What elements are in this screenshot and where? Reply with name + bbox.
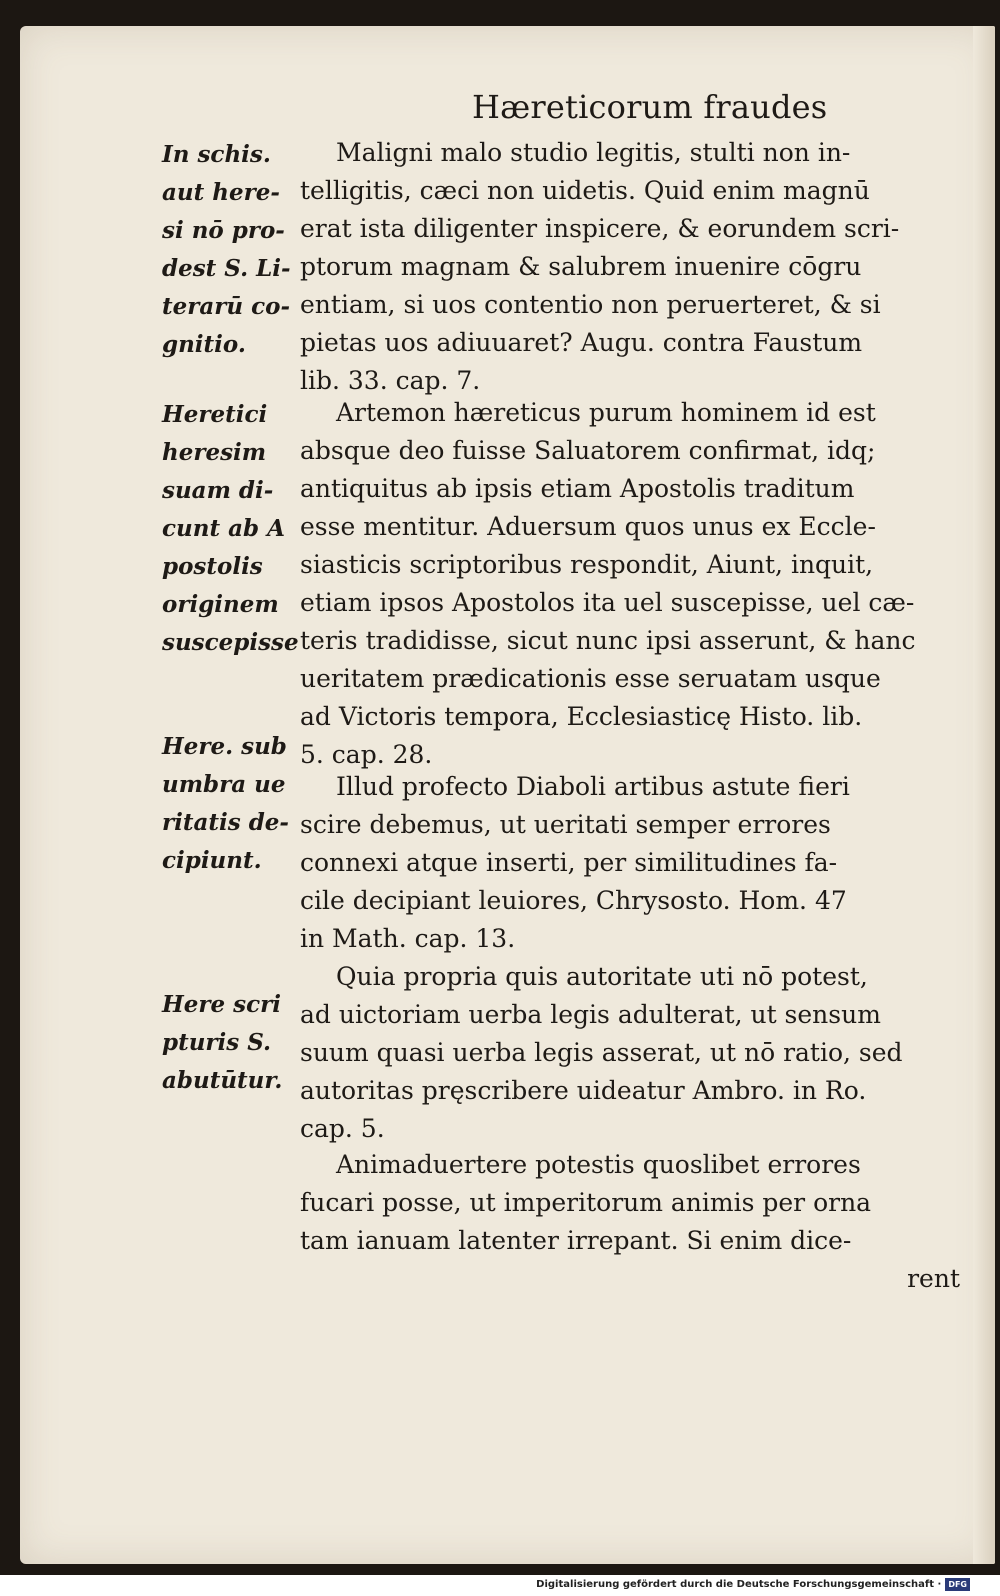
paragraph-2 [300,394,960,774]
text-line: entiam, si uos contentio non peruerteret, & si [300,290,881,319]
margin-note-line: gnitio. [162,331,246,358]
margin-note-line: heresim [162,439,267,466]
text-line: Animaduertere potestis quoslibet errores [336,1150,861,1179]
text-line: cile decipiant leuiores, Chrysosto. Hom. 47 [300,886,847,915]
text-line: tam ianuam latenter irrepant. Si enim dice- [300,1226,852,1255]
margin-note-line: pturis S. [162,1029,272,1056]
catchword [880,1260,960,1298]
margin-note-line: suam di- [162,477,274,504]
text-line: pietas uos adiuuaret? Augu. contra Faustum [300,328,863,357]
text-line: in Math. cap. 13. [300,924,516,953]
catchword-text: rent [907,1264,960,1293]
text-line: teris tradidisse, sicut nunc ipsi asserunt, & hanc [300,626,916,655]
margin-note-line: umbra ue [162,771,286,798]
margin-note-2 [162,396,299,662]
credit-text: Digitalisierung gefördert durch die Deutsche Forschungsgemeinschaft · [536,1579,942,1590]
margin-note-line: cipiunt. [162,847,262,874]
margin-note-line: Here. sub [162,733,287,760]
text-line: absque deo fuisse Saluatorem confirmat, idq; [300,436,876,465]
margin-note-line: postolis [162,553,263,580]
margin-note-4 [162,986,282,1100]
paragraph-3 [300,768,960,958]
margin-note-line: cunt ab A [162,515,285,542]
text-line: siasticis scriptoribus respondit, Aiunt, inquit, [300,550,874,579]
margin-note-line: originem [162,591,279,618]
text-line: 5. cap. 28. [300,740,433,769]
margin-note-line: aut here- [162,179,280,206]
text-line: Quia propria quis autoritate uti nō potest, [336,962,868,991]
text-line: erat ista diligenter inspicere, & eorundem scri- [300,214,900,243]
margin-note-line: suscepisse [162,629,299,656]
text-line: antiquitus ab ipsis etiam Apostolis traditum [300,474,855,503]
text-line: telligitis, cæci non uidetis. Quid enim magnū [300,176,870,205]
paragraph-5 [300,1146,960,1260]
margin-note-line: In schis. [162,141,271,168]
text-line: Maligni malo studio legitis, stulti non in- [336,138,851,167]
margin-note-line: Heretici [162,401,268,428]
text-line: etiam ipsos Apostolos ita uel suscepisse, uel cæ- [300,588,915,617]
paragraph-4 [300,958,960,1148]
text-line: Artemon hæreticus purum hominem id est [336,398,876,427]
text-line: suum quasi uerba legis asserat, ut nō ratio, sed [300,1038,903,1067]
margin-note-1 [162,136,291,364]
margin-note-3 [162,728,289,880]
margin-note-line: terarū co- [162,293,291,320]
margin-note-line: Here scri [162,991,281,1018]
running-header: Hæreticorum fraudes [472,88,828,126]
text-line: cap. 5. [300,1114,385,1143]
text-line: ueritatem prædicationis esse seruatam usque [300,664,881,693]
text-line: esse mentitur. Aduersum quos unus ex Eccle- [300,512,876,541]
margin-note-line: ritatis de- [162,809,289,836]
text-line: connexi atque inserti, per similitudines fa- [300,848,838,877]
digitization-credit [536,1578,970,1591]
margin-note-line: abutūtur. [162,1067,283,1094]
dfg-logo: DFG [945,1578,970,1591]
text-line: ptorum magnam & salubrem inuenire cōgru [300,252,862,281]
text-line: ad Victoris tempora, Ecclesiasticę Histo. lib. [300,702,863,731]
paragraph-1 [300,134,960,400]
margin-note-line: si nō pro- [162,217,285,244]
text-line: lib. 33. cap. 7. [300,366,481,395]
text-line: Illud profecto Diaboli artibus astute fieri [336,772,850,801]
page-edge-shadow [973,26,995,1564]
text-line: scire debemus, ut ueritati semper errores [300,810,831,839]
text-line: autoritas pręscribere uideatur Ambro. in Ro. [300,1076,867,1105]
margin-note-line: dest S. Li- [162,255,291,282]
text-line: ad uictoriam uerba legis adulterat, ut sensum [300,1000,881,1029]
text-line: fucari posse, ut imperitorum animis per orna [300,1188,872,1217]
